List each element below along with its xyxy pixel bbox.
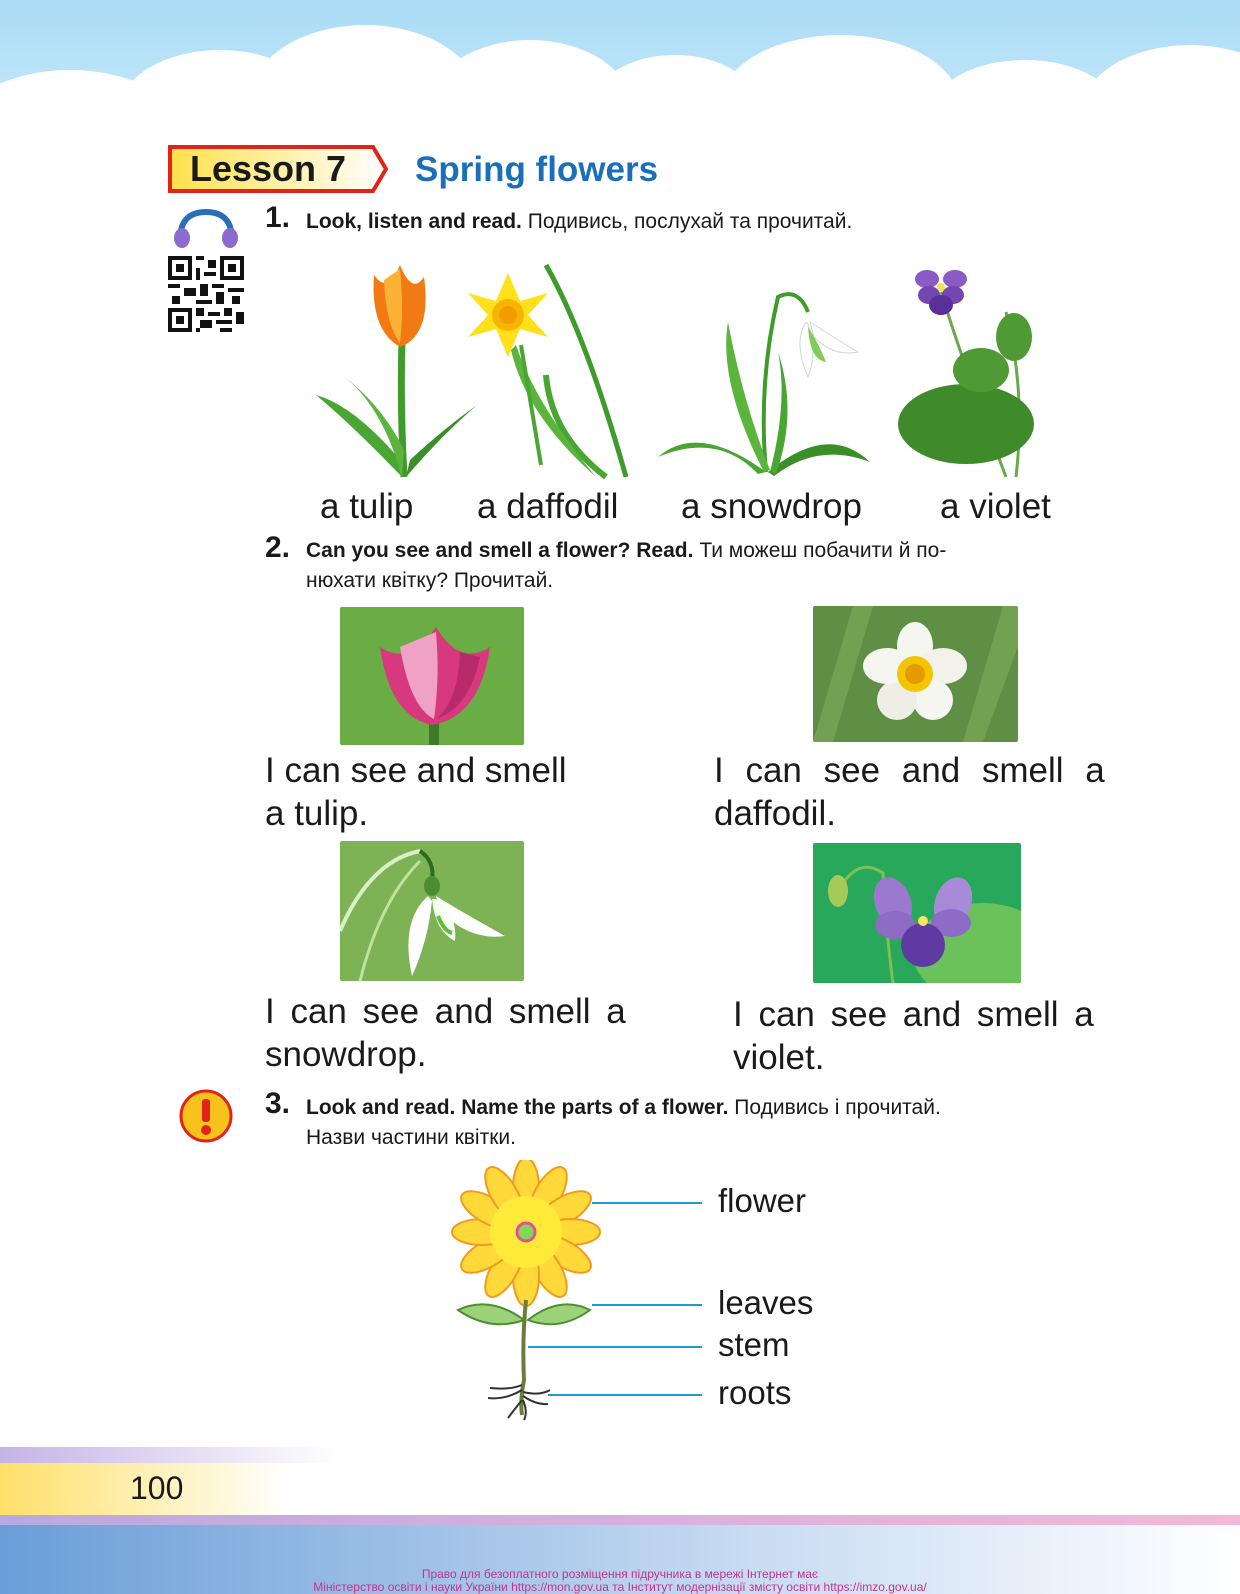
page-title: Spring flowers — [415, 150, 659, 189]
snowdrop-illustration — [658, 282, 873, 482]
page-strip-bottom — [0, 1515, 1240, 1525]
flower-name-tulip: a tulip — [320, 487, 414, 526]
exercise-1-instruction-bold: Look, listen and read. — [306, 210, 522, 233]
exercise-2-instruction-translation-line1: Ти можеш побачити й по- — [699, 539, 947, 562]
sentence-daffodil-line2: daffodil. — [714, 794, 836, 833]
snowdrop-photo — [340, 841, 524, 981]
sentence-snowdrop — [265, 990, 665, 1076]
part-label-roots: roots — [718, 1374, 792, 1411]
lesson-label: Lesson 7 — [190, 148, 347, 189]
violet-illustration — [896, 252, 1051, 480]
attention-icon — [178, 1088, 234, 1144]
exercise-1-instruction-translation: Подивись, послухай та прочитай. — [527, 210, 853, 233]
headphones-icon[interactable] — [170, 206, 242, 248]
daffodil-illustration — [466, 255, 641, 480]
exercise-1-number: 1. — [265, 201, 291, 234]
part-label-flower: flower — [718, 1182, 807, 1219]
exercise-2-instruction — [306, 536, 1106, 596]
qr-code-icon[interactable] — [168, 256, 244, 332]
sentence-violet — [733, 993, 1133, 1079]
tulip-illustration — [312, 255, 482, 480]
page-strip-top — [0, 1447, 340, 1463]
sentence-tulip-line2: a tulip. — [265, 794, 369, 833]
diagram-roots — [488, 1385, 550, 1420]
flower-name-daffodil: a daffodil — [477, 487, 619, 526]
flower-name-violet: a violet — [940, 487, 1051, 526]
sentence-daffodil — [714, 749, 1114, 835]
page-number: 100 — [130, 1470, 184, 1506]
sky-header — [0, 0, 1240, 150]
daffodil-photo — [813, 606, 1018, 742]
footer-line-2: Міністерство освіти і науки України https://mon.gov.ua та Інститут модернізації змісту освіти https://imzo.gov.ua/ — [313, 1580, 927, 1594]
part-label-stem: stem — [718, 1326, 790, 1363]
diagram-flower-head — [452, 1160, 600, 1306]
violet-photo — [813, 843, 1021, 983]
exercise-2-number: 2. — [265, 531, 291, 564]
exercise-2-instruction-bold: Can you see and smell a flower? Read. — [306, 539, 694, 562]
sentence-tulip-line1: I can see and smell — [265, 751, 567, 790]
exercise-1-instruction — [306, 207, 852, 237]
part-label-leaves: leaves — [718, 1284, 814, 1321]
sentence-snowdrop-line2: snowdrop. — [265, 1035, 427, 1074]
footer-line-1: Право для безоплатного розміщення підручника в мережі Інтернет має — [421, 1567, 819, 1581]
flower-parts-diagram — [450, 1160, 720, 1440]
exercise-3-instruction — [306, 1093, 1106, 1153]
exercise-3-instruction-translation-line2: Назви частини квітки. — [306, 1126, 516, 1149]
flower-name-snowdrop: a snowdrop — [681, 487, 862, 526]
exercise-2-instruction-translation-line2: нюхати квітку? Прочитай. — [306, 569, 554, 592]
sentence-tulip — [265, 749, 567, 835]
sentence-daffodil-line1: I can see and smell a — [714, 751, 1105, 790]
tulip-photo — [340, 607, 524, 745]
sentence-violet-line2: violet. — [733, 1038, 825, 1077]
exercise-3-instruction-translation-line1: Подивись і прочитай. — [734, 1096, 941, 1119]
exercise-3-number: 3. — [265, 1087, 291, 1120]
sentence-snowdrop-line1: I can see and smell a — [265, 992, 626, 1031]
exercise-3-instruction-bold: Look and read. Name the parts of a flower. — [306, 1096, 729, 1119]
sentence-violet-line1: I can see and smell a — [733, 995, 1094, 1034]
